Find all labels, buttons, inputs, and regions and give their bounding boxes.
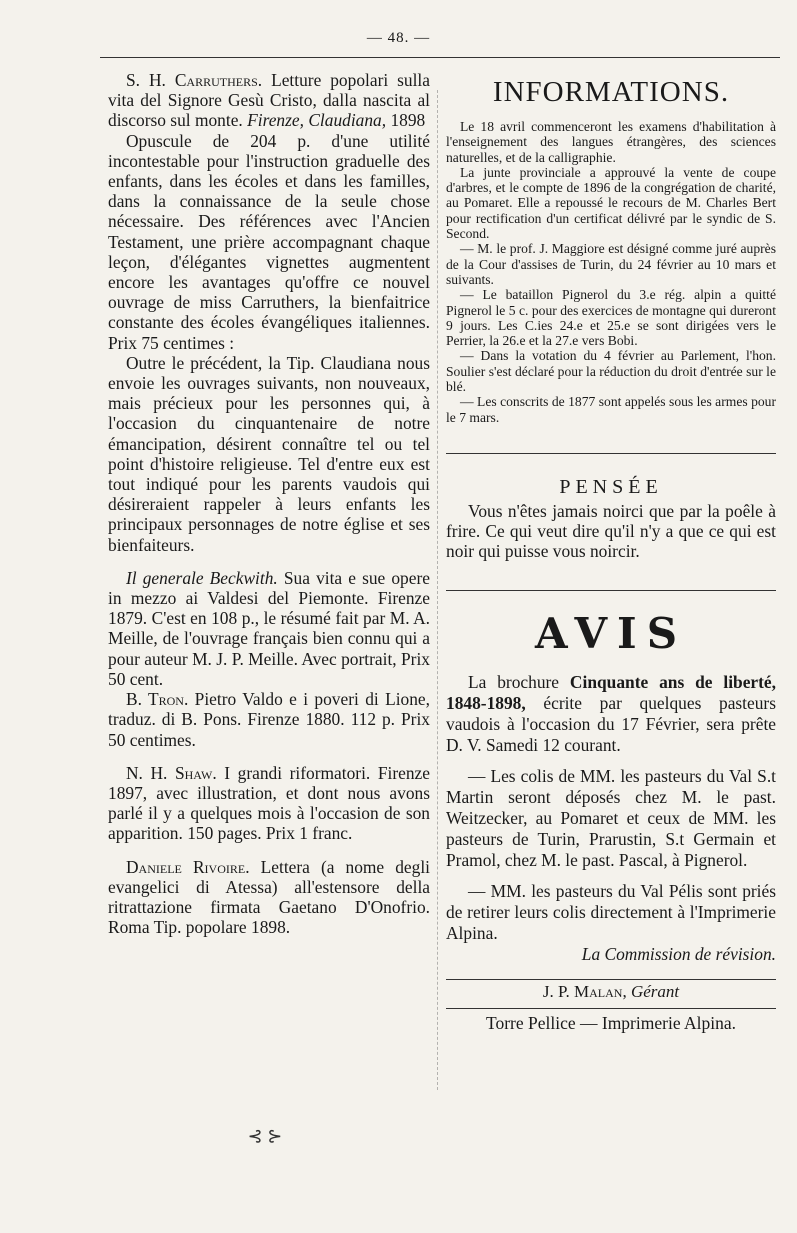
avis-title: AVIS (534, 608, 688, 658)
carruthers-text: Letture popolari sulla vita del Signore Gesù Cristo, dalla nascita al discorso sul monte. (108, 70, 430, 131)
avis-paragraph-brochure (446, 672, 776, 756)
right-column (446, 76, 776, 1034)
information-item: — Dans la votation du 4 février au Parlement, l'hon. Soulier s'est déclaré pour la réduction du droit d'entrée sur le blé. (446, 348, 776, 395)
beckwith-entry (108, 568, 430, 689)
avis-brochure-lead: La brochure (468, 671, 560, 692)
outre-paragraph: Outre le précédent, la Tip. Claudiana nous envoie les ouvrages suivants, non nouveaux, mais précieux pour les personnes qui, à l'occasion du cinquantenaire de notre émancipation, désirent connaître tel ou tel point d'histoire religieuse. Tel d'entre eux est tout indiqué pour les parents vaudois qui désireraient rappeler à leurs enfants les principaux personnages de notre église et ses bienfaiteurs. (108, 352, 430, 555)
carruthers-entry (108, 70, 430, 131)
avis-paragraph-colis: — Les colis de MM. les pasteurs du Val S.t Martin seront déposés chez M. le past. Weitzecker, au Pomaret et ceux de MM. les pasteurs de Turin, Prarustin, S.t Germain et Pramol, chez M. le past. Pascal, à Pignerol. (446, 765, 776, 870)
carruthers-year: 1898 (390, 110, 426, 131)
rivoire-text: Lettera (a nome degli evangelici di Atessa) all'estensore della ritrattazione firmata Gaetano D'Onofrio. Roma Tip. popolare 1898. (108, 856, 430, 938)
header-rule (100, 57, 780, 58)
informations-list (446, 119, 776, 425)
opuscule-paragraph: Opuscule de 204 p. d'une utilité incontestable pour l'instruction graduelle des enfants, dans les écoles et dans les familles, dans la connaissance de la seule chose nécessaire. Des références avec l'Ancien Testament, une prière accompagnant chaque leçon, d'élégantes vignettes augmentent encore les avantages qu'offre ce nouvel ouvrage de miss Carruthers, la bienfaitrice constante des écoles évangéliques italiennes. Prix 75 centimes : (108, 130, 430, 353)
tron-entry (108, 689, 430, 750)
shaw-entry (108, 763, 430, 844)
rivoire-entry (108, 857, 430, 938)
beckwith-title: Il generale Beckwith. (126, 567, 278, 588)
tron-text: Pietro Valdo e i poveri di Lione, traduz. di B. Pons. Firenze 1880. 112 p. Prix 50 centimes. (108, 689, 430, 750)
section-rule (446, 453, 776, 454)
information-item: — M. le prof. J. Maggiore est désigné comme juré auprès de la Cour d'assises de Turin, du 24 février au 10 mars et suivants. (446, 241, 776, 287)
shaw-author: N. H. Shaw. (126, 762, 217, 783)
ornament-icon: ⊰ ⊱ (247, 1126, 283, 1146)
section-rule (446, 590, 776, 591)
gerant-name: J. P. Malan, (542, 981, 627, 1001)
footer-rule (446, 1008, 776, 1009)
pensee-text: Vous n'êtes jamais noirci que par la poêle à frire. Ce qui veut dire qu'il n'y a que ce qui est noir qui puisse vous noircir. (446, 500, 776, 562)
avis-paragraph-pelis: — MM. les pasteurs du Val Pélis sont priés de retirer leurs colis directement à l'Imprimerie Alpina. (446, 880, 776, 943)
beckwith-text: Sua vita e sue opere in mezzo ai Valdesi del Piemonte. Firenze 1879. C'est en 108 p., le résumé fait par M. A. Meille, de l'ouvrage français bien connu qui a pour auteur M. J. P. Meille. Avec portrait, Prix 50 cent. (108, 567, 430, 689)
tron-author: B. Tron. (126, 689, 189, 710)
column-divider (437, 90, 438, 1090)
avis-section (446, 609, 776, 965)
information-item: — Le bataillon Pignerol du 3.e rég. alpin a quitté Pignerol le 5 c. pour des exercices de montagne qui dureront 9 jours. Les C.ies 24.e et 25.e se sont dirigées vers le Perrier, la 26.e et la 27.e vers Bobi. (446, 287, 776, 349)
gerant-line (446, 982, 776, 1002)
information-item: Le 18 avril commenceront les examens d'habilitation à l'enseignement des langues étrangères, des sciences naturelles, et de la calligraphie. (446, 119, 776, 165)
gerant-role: Gérant (630, 981, 680, 1001)
informations-title: INFORMATIONS. (492, 76, 730, 108)
left-column (108, 70, 430, 937)
page-number: — 48. — (366, 30, 431, 46)
pensee-section (446, 476, 776, 562)
information-item: — Les conscrits de 1877 sont appelés sous les armes pour le 7 mars. (446, 394, 776, 425)
shaw-text: I grandi riformatori. Firenze 1897, avec illustration, et dont nous avons parlé il y a quelques mois à l'occasion de son apparition. 150 pages. Prix 1 franc. (108, 762, 430, 844)
commission-signature: La Commission de révision. (581, 943, 776, 964)
rivoire-author: Daniele Rivoire. (126, 856, 250, 877)
information-item: La junte provinciale a approuvé la vente de coupe d'arbres, et le compte de 1896 de la congrégation de charité, au Pomaret. Elle a repoussé le recours de M. Charles Bert pour rectification d'un certificat délivré par le syndic de S. Second. (446, 164, 776, 242)
carruthers-place: Firenze, Claudiana, (247, 110, 387, 131)
carruthers-author: S. H. Carruthers. (126, 70, 263, 90)
avis-brochure-title: Cinquante ans de liberté, 1848-1898, (446, 671, 776, 713)
imprint-line: Torre Pellice — Imprimerie Alpina. (485, 1012, 737, 1033)
footer-rule (446, 979, 776, 980)
pensee-title: PENSÉE (559, 475, 663, 498)
avis-brochure-rest: écrite par quelques pasteurs vaudois à l'occasion du 17 Février, sera prête D. V. Samedi 12 courant. (446, 692, 776, 755)
